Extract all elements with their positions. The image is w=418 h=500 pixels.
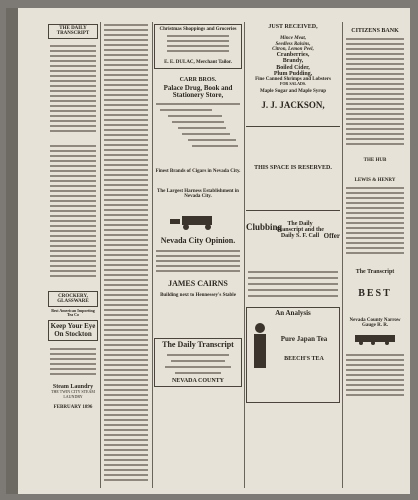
column-1-footer: FEBRUARY 1896 xyxy=(53,405,93,411)
text-line xyxy=(346,242,404,244)
citizens-bank: CITIZENS BANK xyxy=(351,28,399,34)
text-line xyxy=(50,150,96,152)
text-line xyxy=(346,63,404,65)
text-line xyxy=(104,69,148,71)
text-line xyxy=(104,419,148,421)
text-line xyxy=(50,255,96,257)
hub-title: THE HUB xyxy=(363,158,387,164)
cairns-title: JAMES CAIRNS xyxy=(168,278,228,288)
text-line xyxy=(104,94,148,96)
cairns-subtitle: Building next to Hennessey's Stable xyxy=(160,293,236,299)
text-line xyxy=(50,185,96,187)
text-line xyxy=(156,260,240,262)
text-line xyxy=(346,48,404,50)
transcript-ad-title: The Daily Transcript xyxy=(162,340,234,350)
text-line xyxy=(50,110,96,112)
text-line xyxy=(50,368,96,370)
text-line xyxy=(104,79,148,81)
text-line xyxy=(104,349,148,351)
text-line xyxy=(104,379,148,381)
column-rule-3 xyxy=(244,22,245,488)
text-line xyxy=(346,83,404,85)
text-line xyxy=(346,369,404,371)
text-line xyxy=(178,127,226,129)
text-line xyxy=(171,360,225,362)
text-line xyxy=(346,73,404,75)
text-line xyxy=(104,89,148,91)
palace-drug-store: Palace Drug, Book and Stationery Store, xyxy=(163,83,233,100)
text-line xyxy=(167,40,229,42)
text-line xyxy=(346,58,404,60)
text-line xyxy=(50,180,96,182)
keep-eye-line2: On Stockton xyxy=(54,329,92,338)
text-line xyxy=(248,295,338,297)
text-line xyxy=(104,159,148,161)
text-line xyxy=(104,439,148,441)
text-line xyxy=(104,144,148,146)
carr-bros: CARR BROS. xyxy=(179,76,217,83)
text-line xyxy=(104,469,148,471)
text-line xyxy=(104,279,148,281)
text-line xyxy=(104,304,148,306)
text-line xyxy=(104,404,148,406)
text-line xyxy=(104,369,148,371)
text-line xyxy=(104,299,148,301)
christmas-title: Christmas Shoppings and Groceries xyxy=(159,27,237,32)
train-illustration xyxy=(344,332,406,350)
transcript-ad xyxy=(154,338,242,387)
text-line xyxy=(346,354,404,356)
text-line xyxy=(165,366,231,368)
crockery-ad xyxy=(48,291,98,308)
text-line xyxy=(50,200,96,202)
column-rule-2 xyxy=(152,22,153,488)
text-line xyxy=(104,169,148,171)
text-line xyxy=(104,139,148,141)
text-line xyxy=(50,353,96,355)
text-line xyxy=(346,108,404,110)
text-line xyxy=(104,384,148,386)
text-line xyxy=(104,444,148,446)
wagon-icon xyxy=(168,213,228,231)
text-line xyxy=(104,269,148,271)
text-line xyxy=(167,35,229,37)
text-line xyxy=(104,104,148,106)
text-line xyxy=(346,252,404,254)
text-line xyxy=(167,50,229,52)
column-1 xyxy=(48,22,98,488)
text-line xyxy=(104,224,148,226)
text-line xyxy=(175,372,221,374)
text-line xyxy=(248,277,338,279)
text-line xyxy=(104,44,148,46)
text-line xyxy=(50,165,96,167)
just-received: JUST RECEIVED, xyxy=(268,24,318,30)
column-4 xyxy=(246,22,340,488)
text-line xyxy=(346,53,404,55)
text-line xyxy=(248,289,338,291)
text-line xyxy=(104,209,148,211)
merchant-tailor: E. E. DULAC, Merchant Tailor. xyxy=(164,60,232,66)
text-line xyxy=(346,138,404,140)
laundry-title: Steam Laundry xyxy=(52,384,94,391)
text-line xyxy=(104,244,148,246)
text-line xyxy=(104,389,148,391)
text-line xyxy=(50,175,96,177)
text-line xyxy=(104,414,148,416)
text-line xyxy=(50,210,96,212)
column-1-text-block-2 xyxy=(48,141,98,291)
text-line xyxy=(346,143,404,145)
text-line xyxy=(104,339,148,341)
text-line xyxy=(346,222,404,224)
text-line xyxy=(50,230,96,232)
christmas-ad xyxy=(154,24,242,69)
item-1: Seedless Raisins, xyxy=(275,41,311,47)
text-line xyxy=(346,118,404,120)
text-line xyxy=(104,194,148,196)
text-line xyxy=(104,344,148,346)
railroad-title: Nevada County Narrow Gauge R. R. xyxy=(349,317,401,328)
text-line xyxy=(104,154,148,156)
item-4: Brandy, xyxy=(282,58,304,65)
offer-label: Offer xyxy=(323,231,340,240)
text-line xyxy=(104,59,148,61)
text-line xyxy=(346,187,404,189)
text-line xyxy=(104,289,148,291)
text-line xyxy=(50,265,96,267)
text-line xyxy=(50,250,96,252)
text-line xyxy=(104,39,148,41)
item-0: Mince Meat, xyxy=(279,36,307,42)
harness-line: The Largest Harness Establishment in Nevada City. xyxy=(157,188,239,199)
text-line xyxy=(50,70,96,72)
text-line xyxy=(346,379,404,381)
text-line xyxy=(104,54,148,56)
text-line xyxy=(50,85,96,87)
text-line xyxy=(104,464,148,466)
text-line xyxy=(104,409,148,411)
masthead-box xyxy=(48,24,98,39)
analysis-ad xyxy=(246,307,340,403)
text-line xyxy=(104,134,148,136)
clubbing-text: The Daily Transcript and the Daily S. F. Call xyxy=(276,220,324,240)
column-1-text-block xyxy=(48,41,98,141)
text-line xyxy=(346,364,404,366)
item-2: Citron, Lemon Peel, xyxy=(272,46,314,52)
text-line xyxy=(104,359,148,361)
store-text xyxy=(154,99,242,169)
nevada-county: NEVADA COUNTY xyxy=(171,377,225,384)
text-line xyxy=(346,217,404,219)
text-line xyxy=(248,271,338,273)
text-line xyxy=(104,219,148,221)
text-line xyxy=(50,80,96,82)
text-line xyxy=(104,329,148,331)
item-5: Boiled Cider, xyxy=(276,64,310,71)
text-line xyxy=(346,374,404,376)
text-line xyxy=(182,133,230,135)
text-line xyxy=(50,90,96,92)
text-line xyxy=(168,115,222,117)
text-line xyxy=(346,359,404,361)
text-line xyxy=(104,124,148,126)
crockery-text: CROCKERY, GLASSWARE xyxy=(57,293,89,304)
text-line xyxy=(346,197,404,199)
text-line xyxy=(104,164,148,166)
text-line xyxy=(346,93,404,95)
text-line xyxy=(156,103,240,105)
column-rule-4 xyxy=(342,22,343,488)
text-line xyxy=(156,270,240,272)
text-line xyxy=(50,225,96,227)
beechs-title: BEECH'S TEA xyxy=(284,355,324,362)
text-line xyxy=(50,220,96,222)
text-line xyxy=(104,374,148,376)
text-line xyxy=(50,160,96,162)
text-line xyxy=(346,384,404,386)
text-line xyxy=(104,234,148,236)
text-line xyxy=(50,155,96,157)
page-gutter xyxy=(6,8,18,494)
text-line xyxy=(346,88,404,90)
best-label: BEST xyxy=(358,288,392,300)
text-line xyxy=(104,229,148,231)
lewis-henry: LEWIS & HENRY xyxy=(354,177,396,183)
laundry-subtitle: THE TWIN CITY STEAM LAUNDRY xyxy=(51,389,95,399)
text-line xyxy=(50,260,96,262)
text-line xyxy=(104,74,148,76)
text-line xyxy=(346,247,404,249)
text-line xyxy=(104,309,148,311)
received-items xyxy=(246,36,340,86)
text-line xyxy=(50,170,96,172)
text-line xyxy=(50,100,96,102)
text-line xyxy=(104,399,148,401)
item-7: Fine Canned Shrimps and Lobsters xyxy=(255,77,331,83)
text-line xyxy=(104,179,148,181)
text-line xyxy=(346,232,404,234)
figure-illustration xyxy=(251,322,269,372)
text-line xyxy=(346,133,404,135)
keep-eye-ad xyxy=(48,320,98,341)
text-line xyxy=(192,145,238,147)
tea-title: Pure Japan Tea xyxy=(280,334,328,343)
text-line xyxy=(104,189,148,191)
newspaper-page xyxy=(6,8,410,494)
text-line xyxy=(156,255,240,257)
text-line xyxy=(104,259,148,261)
text-line xyxy=(346,128,404,130)
text-line xyxy=(346,394,404,396)
text-line xyxy=(104,429,148,431)
text-line xyxy=(248,283,338,285)
item-6: Plum Pudding, xyxy=(273,70,313,77)
clubbing-ad xyxy=(246,219,340,267)
text-line xyxy=(104,424,148,426)
train-icon xyxy=(353,333,397,345)
text-line xyxy=(50,125,96,127)
column-2 xyxy=(102,22,150,488)
text-line xyxy=(104,249,148,251)
text-line xyxy=(167,354,229,356)
text-line xyxy=(346,98,404,100)
text-line xyxy=(346,38,404,40)
text-line xyxy=(346,192,404,194)
text-line xyxy=(346,389,404,391)
item-3: Cranberries, xyxy=(276,52,310,59)
text-line xyxy=(104,454,148,456)
text-line xyxy=(160,109,212,111)
text-line xyxy=(104,204,148,206)
text-line xyxy=(50,373,96,375)
masthead-title: THE DAILY TRANSCRIPT xyxy=(56,26,90,37)
text-line xyxy=(346,103,404,105)
clubbing-title: Clubbing xyxy=(246,221,283,232)
text-line xyxy=(104,459,148,461)
text-line xyxy=(50,205,96,207)
text-line xyxy=(346,227,404,229)
text-line xyxy=(156,250,240,252)
text-line xyxy=(104,64,148,66)
text-line xyxy=(104,24,148,26)
text-line xyxy=(50,358,96,360)
reserved-space: THIS SPACE IS RESERVED. xyxy=(254,165,332,172)
text-line xyxy=(50,363,96,365)
text-line xyxy=(50,95,96,97)
text-line xyxy=(104,364,148,366)
jackson-title: J. J. JACKSON, xyxy=(261,99,325,110)
text-line xyxy=(346,68,404,70)
text-line xyxy=(104,474,148,476)
item-8: FOR SALADS. xyxy=(279,81,307,87)
text-line xyxy=(104,434,148,436)
text-line xyxy=(104,119,148,121)
text-line xyxy=(50,60,96,62)
text-line xyxy=(104,319,148,321)
text-line xyxy=(346,212,404,214)
text-line xyxy=(50,245,96,247)
text-line xyxy=(50,65,96,67)
text-line xyxy=(50,50,96,52)
column-rule-1 xyxy=(100,22,101,488)
text-line xyxy=(104,49,148,51)
text-line xyxy=(104,324,148,326)
text-line xyxy=(104,354,148,356)
text-line xyxy=(50,275,96,277)
text-line xyxy=(104,284,148,286)
text-line xyxy=(104,214,148,216)
text-line xyxy=(156,265,240,267)
text-line xyxy=(167,45,229,47)
text-line xyxy=(104,109,148,111)
text-line xyxy=(346,78,404,80)
text-line xyxy=(104,29,148,31)
text-line xyxy=(50,235,96,237)
text-line xyxy=(346,113,404,115)
column-1-text-block-3 xyxy=(48,344,98,384)
text-line xyxy=(104,99,148,101)
text-line xyxy=(104,449,148,451)
text-line xyxy=(104,84,148,86)
text-line xyxy=(104,129,148,131)
text-line xyxy=(104,199,148,201)
text-line xyxy=(50,240,96,242)
text-line xyxy=(50,120,96,122)
text-line xyxy=(104,174,148,176)
text-line xyxy=(104,294,148,296)
text-line xyxy=(50,190,96,192)
text-line xyxy=(104,239,148,241)
text-line xyxy=(50,55,96,57)
text-line xyxy=(50,270,96,272)
text-line xyxy=(104,274,148,276)
text-line xyxy=(188,139,236,141)
opinion-title: Nevada City Opinion. xyxy=(160,236,236,246)
keep-eye-line1: Keep Your Eye xyxy=(50,322,96,331)
text-line xyxy=(104,34,148,36)
transcript-col5: The Transcript xyxy=(355,268,395,275)
text-line xyxy=(104,334,148,336)
text-line xyxy=(104,314,148,316)
text-line xyxy=(346,237,404,239)
text-line xyxy=(104,149,148,151)
wagon-illustration xyxy=(154,213,242,236)
text-line xyxy=(104,264,148,266)
text-line xyxy=(104,254,148,256)
column-5 xyxy=(344,22,406,488)
tea-company-ad: Best American Importing Tea Co xyxy=(51,308,95,318)
text-line xyxy=(346,207,404,209)
text-line xyxy=(50,215,96,217)
text-line xyxy=(50,75,96,77)
text-line xyxy=(50,105,96,107)
text-line xyxy=(346,43,404,45)
text-line xyxy=(50,145,96,147)
text-line xyxy=(104,114,148,116)
text-line xyxy=(172,121,224,123)
text-line xyxy=(346,202,404,204)
cigars-line: Finest Brands of Cigars in Nevada City. xyxy=(155,169,241,175)
maple-line: Maple Sugar and Maple Syrup xyxy=(259,88,327,94)
analysis-title: An Analysis xyxy=(275,308,311,317)
text-line xyxy=(104,394,148,396)
text-line xyxy=(346,123,404,125)
text-line xyxy=(50,348,96,350)
text-line xyxy=(104,184,148,186)
text-line xyxy=(50,195,96,197)
text-line xyxy=(50,115,96,117)
text-line xyxy=(50,45,96,47)
text-line xyxy=(50,130,96,132)
text-line xyxy=(104,479,148,481)
column-3 xyxy=(154,22,242,488)
